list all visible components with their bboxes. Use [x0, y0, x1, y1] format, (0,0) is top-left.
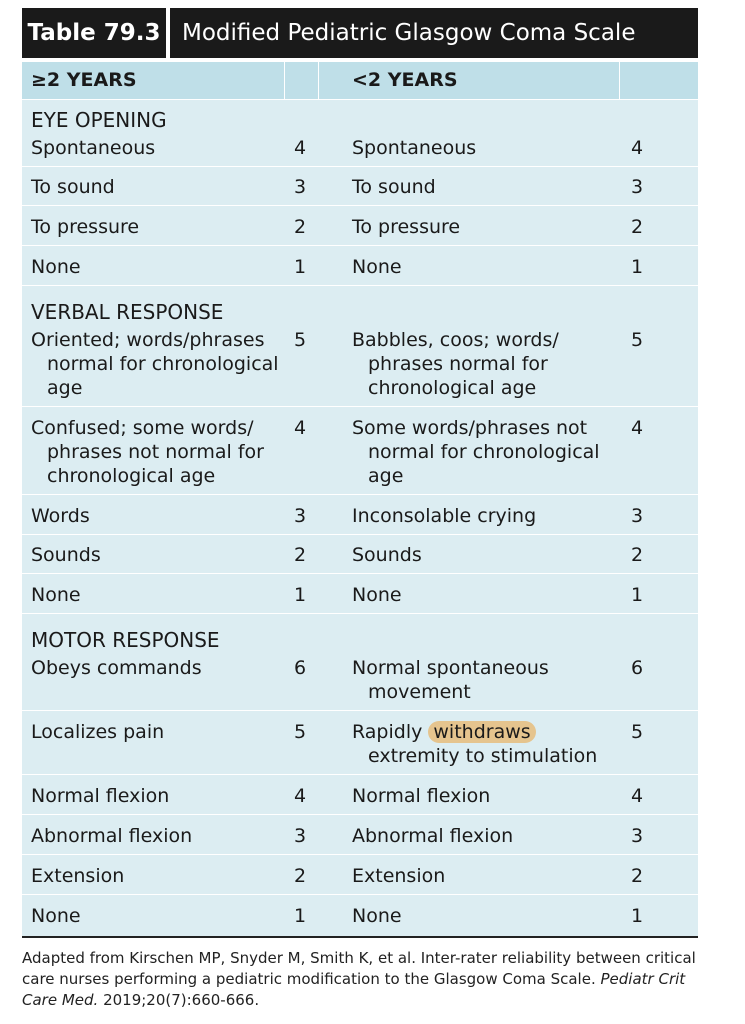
- score-younger: 4: [630, 417, 644, 439]
- score-older: 1: [293, 256, 307, 278]
- table-number: Table 79.3: [27, 20, 161, 46]
- table-header-row: [22, 62, 698, 100]
- table-row: [22, 504, 698, 535]
- criterion-older: Normal flexion: [31, 785, 170, 807]
- score-younger: 5: [630, 329, 644, 351]
- section-heading-eye-opening: EYE OPENING: [31, 108, 167, 132]
- header-divider: [284, 62, 285, 99]
- score-older: 5: [293, 721, 307, 743]
- table-row: [22, 720, 698, 775]
- score-older: 6: [293, 657, 307, 679]
- section-heading-verbal-response: VERBAL RESPONSE: [31, 300, 224, 324]
- score-younger: 4: [630, 137, 644, 159]
- section-heading-motor-response: MOTOR RESPONSE: [31, 628, 220, 652]
- criterion-younger: Extension: [352, 865, 446, 887]
- score-older: 3: [293, 176, 307, 198]
- column-header-older: ≥2 YEARS: [31, 69, 137, 91]
- table-row: [22, 215, 698, 246]
- journal-name: Pediatr Crit Care Med.: [22, 970, 686, 1009]
- score-younger: 2: [630, 216, 644, 238]
- score-older: 4: [293, 785, 307, 807]
- table-row: [22, 784, 698, 815]
- criterion-younger: Spontaneous: [352, 137, 477, 159]
- criterion-younger: None: [352, 584, 402, 606]
- score-younger: 3: [630, 825, 644, 847]
- score-younger: 3: [630, 176, 644, 198]
- score-younger: 3: [630, 505, 644, 527]
- criterion-older: Obeys commands: [31, 657, 202, 679]
- score-older: 4: [293, 137, 307, 159]
- score-younger: 1: [630, 256, 644, 278]
- table-row: [22, 175, 698, 206]
- table-row: [22, 136, 698, 167]
- score-younger: 2: [630, 544, 644, 566]
- score-older: 2: [293, 865, 307, 887]
- criterion-younger: To sound: [352, 176, 436, 198]
- criterion-younger: Some words/phrases not normal for chronological age: [352, 417, 600, 487]
- criterion-younger: Abnormal flexion: [352, 825, 514, 847]
- table-row: [22, 583, 698, 614]
- table-title: Modified Pediatric Glasgow Coma Scale: [182, 20, 636, 46]
- score-younger: 1: [630, 584, 644, 606]
- citation-details: 2019;20(7):660-666.: [98, 991, 260, 1009]
- criterion-younger: Normal flexion: [352, 785, 491, 807]
- criterion-younger: Normal spontaneous movement: [352, 657, 549, 703]
- criterion-younger: To pressure: [352, 216, 461, 238]
- column-header-younger: <2 YEARS: [352, 69, 458, 91]
- score-younger: 6: [630, 657, 644, 679]
- table-footnote: [22, 948, 702, 1011]
- table-row: [22, 864, 698, 895]
- table-row: [22, 904, 698, 934]
- score-older: 1: [293, 584, 307, 606]
- table-row: [22, 328, 698, 407]
- criterion-older: To sound: [31, 176, 115, 198]
- table-title-bar: [22, 8, 698, 58]
- table-row: [22, 824, 698, 855]
- score-younger: 4: [630, 785, 644, 807]
- table-row: [22, 416, 698, 495]
- criterion-older: Localizes pain: [31, 721, 165, 743]
- gcs-table: [22, 62, 698, 938]
- criterion-text: extremity to stimulation: [368, 745, 598, 767]
- score-older: 2: [293, 544, 307, 566]
- criterion-older: Oriented; words/phrases normal for chronological age: [31, 329, 279, 399]
- criterion-older: Abnormal flexion: [31, 825, 193, 847]
- criterion-younger: None: [352, 905, 402, 927]
- score-older: 4: [293, 417, 307, 439]
- score-younger: 1: [630, 905, 644, 927]
- criterion-older: To pressure: [31, 216, 140, 238]
- criterion-older: Extension: [31, 865, 125, 887]
- criterion-older: Sounds: [31, 544, 101, 566]
- header-divider: [318, 62, 319, 99]
- criterion-younger: Inconsolable crying: [352, 505, 537, 527]
- table-row: [22, 656, 698, 711]
- score-older: 1: [293, 905, 307, 927]
- criterion-older: Confused; some words/ phrases not normal for chronological age: [31, 417, 264, 487]
- criterion-text: Rapidly: [352, 721, 429, 743]
- criterion-younger: None: [352, 256, 402, 278]
- header-divider: [619, 62, 620, 99]
- criterion-younger: [352, 720, 633, 768]
- criterion-older: None: [31, 584, 81, 606]
- score-older: 3: [293, 825, 307, 847]
- criterion-younger: Babbles, coos; words/ phrases normal for chronological age: [352, 329, 559, 399]
- score-older: 2: [293, 216, 307, 238]
- criterion-older: None: [31, 256, 81, 278]
- criterion-younger: Sounds: [352, 544, 422, 566]
- score-younger: 5: [630, 721, 644, 743]
- criterion-older: Spontaneous: [31, 137, 156, 159]
- table-row: [22, 543, 698, 574]
- criterion-older: Words: [31, 505, 90, 527]
- table-row: [22, 255, 698, 286]
- highlighted-word: withdraws: [428, 721, 535, 743]
- score-older: 3: [293, 505, 307, 527]
- score-younger: 2: [630, 865, 644, 887]
- title-divider: [166, 8, 170, 58]
- footnote-text: Adapted from Kirschen MP, Snyder M, Smith K, et al. Inter-rater reliability between critical care nurses performing a pediatric modification to the Glasgow Coma Scale.: [22, 949, 696, 988]
- score-older: 5: [293, 329, 307, 351]
- criterion-older: None: [31, 905, 81, 927]
